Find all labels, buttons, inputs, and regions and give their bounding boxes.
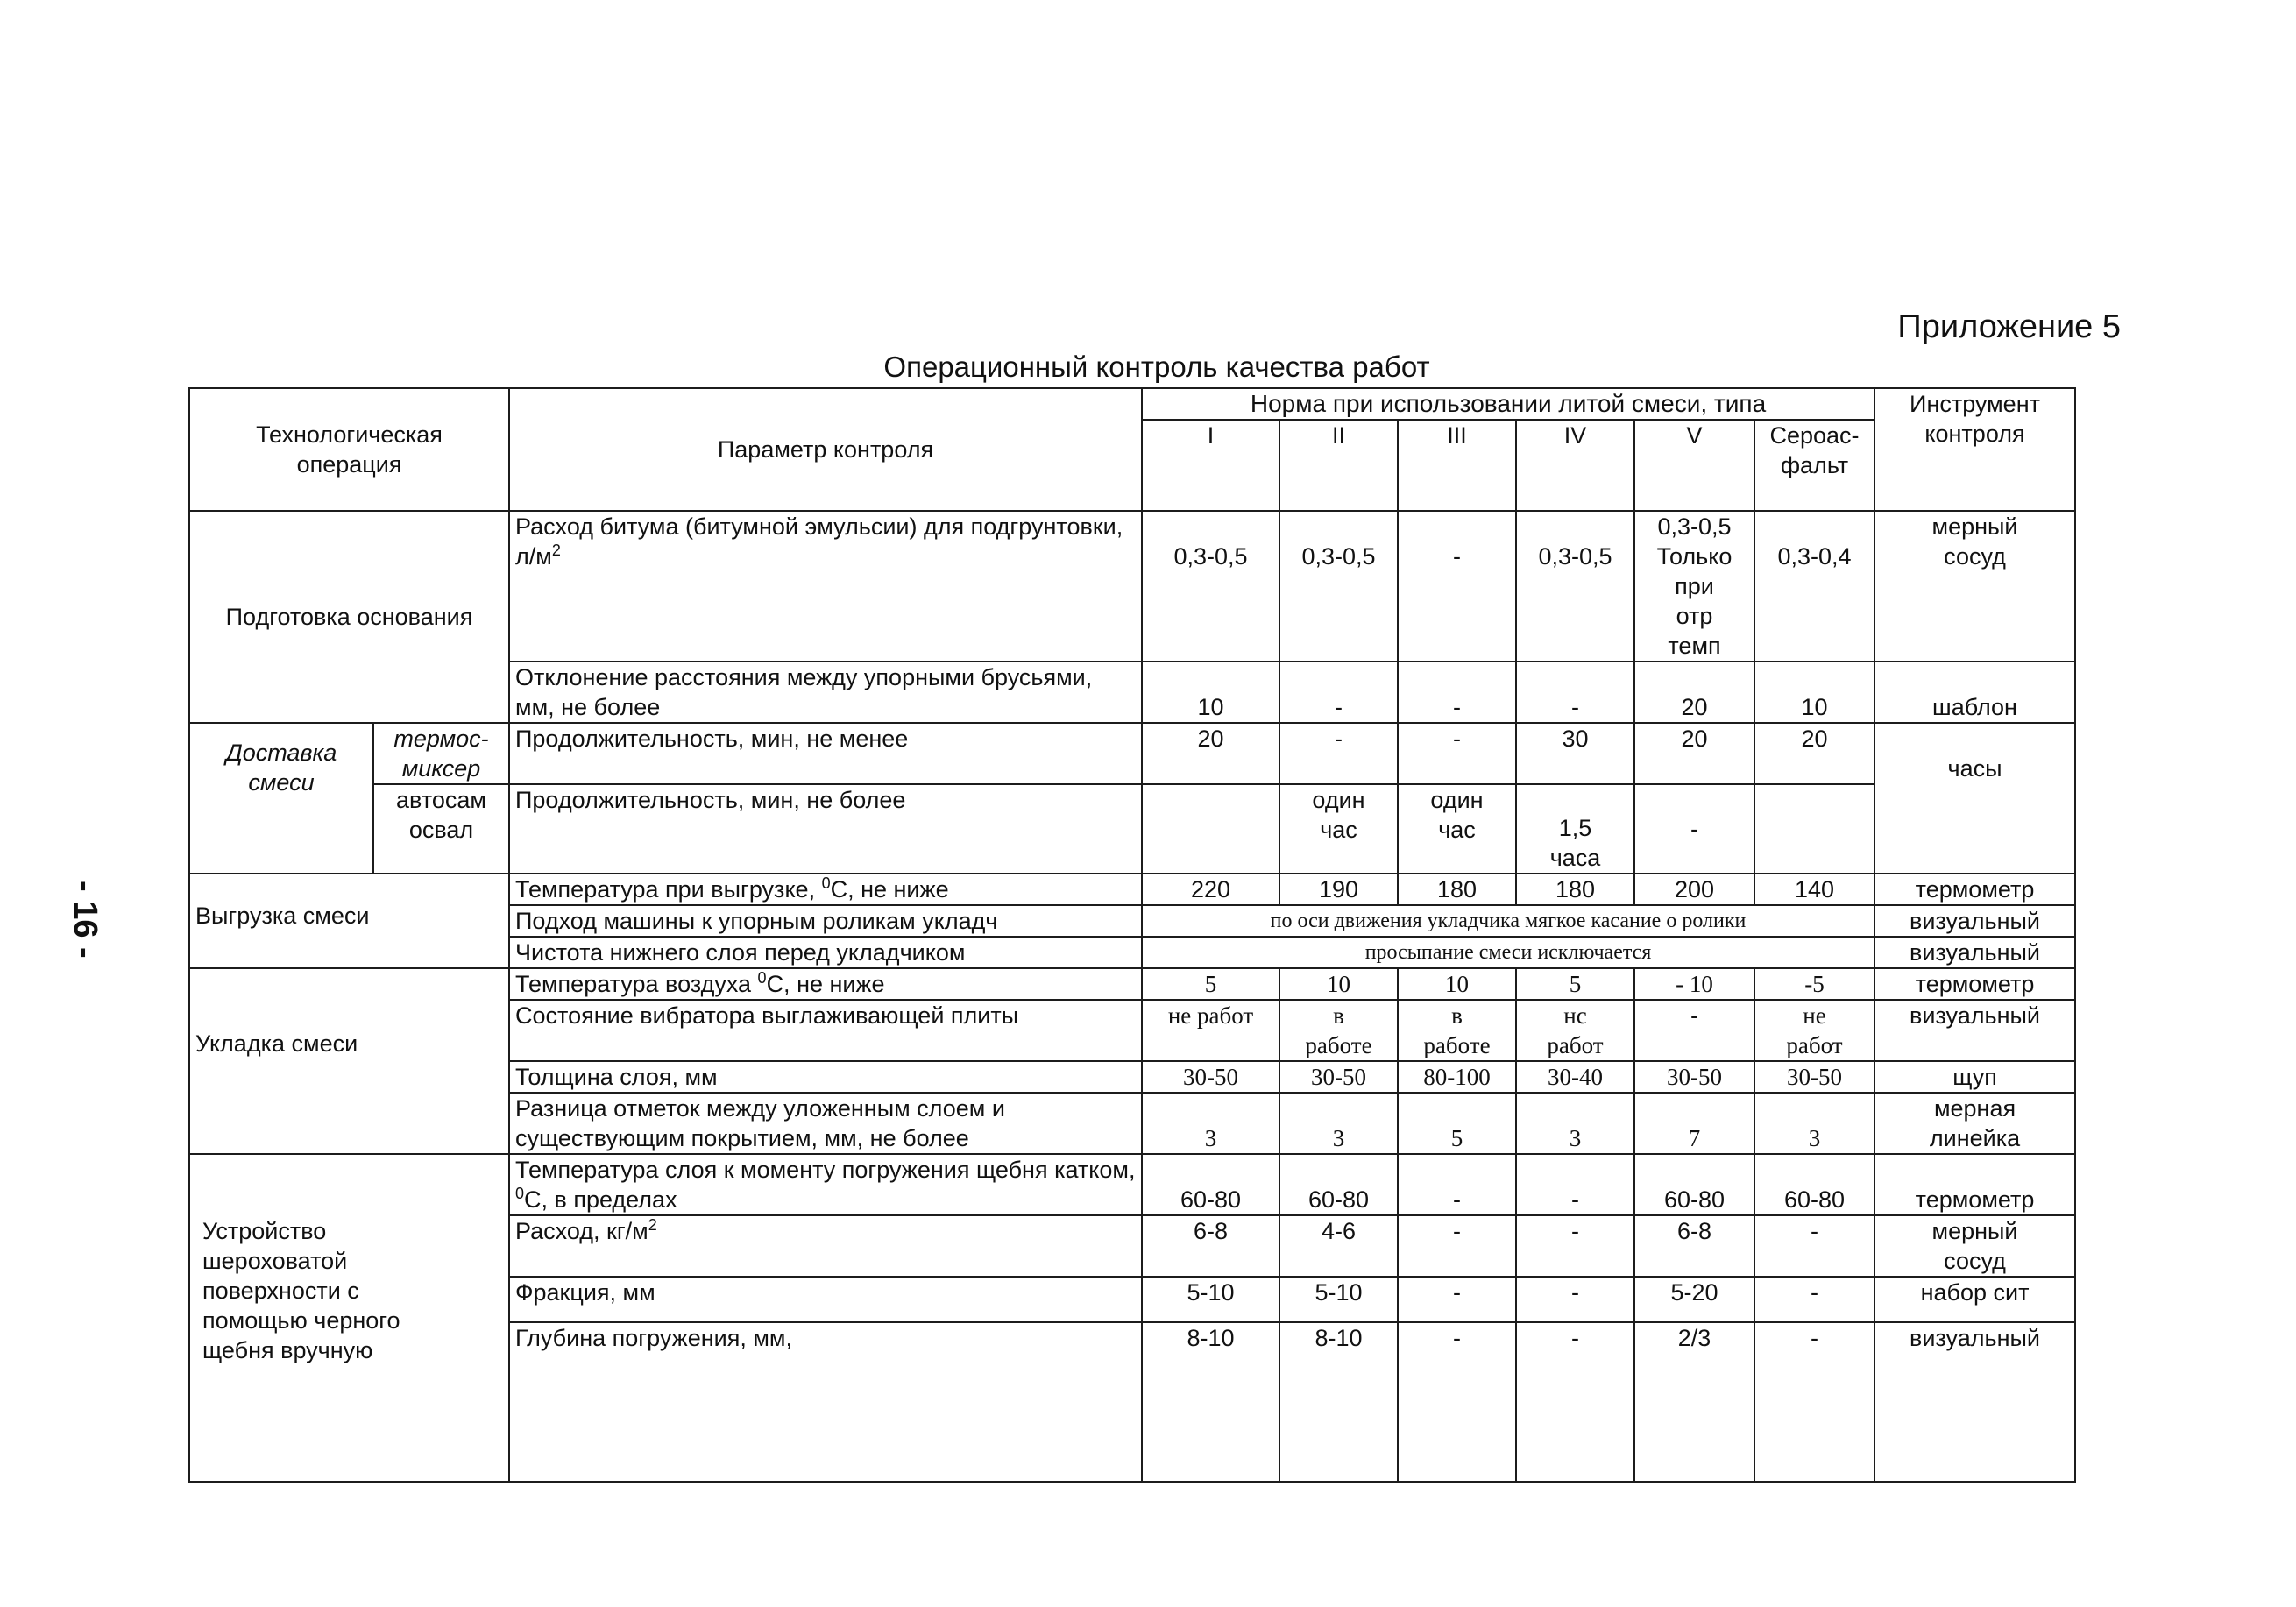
value-cell: - [1516, 1322, 1634, 1482]
value-cell: 0,3-0,5 Только при отр темп [1634, 511, 1754, 662]
param-cell: Состояние вибратора выглаживающей плиты [509, 1000, 1142, 1061]
value-cell: 20 [1634, 723, 1754, 784]
value-cell: 0,3-0,5 [1516, 511, 1634, 662]
value-cell: 3 [1279, 1093, 1398, 1154]
value-cell: - [1516, 1277, 1634, 1322]
type-ii: II [1279, 420, 1398, 511]
tool-cell: шаблон [1874, 662, 2075, 723]
tool-cell: визуальный [1874, 905, 2075, 937]
value-cell: - [1754, 1215, 1874, 1277]
param-cell: Толщина слоя, мм [509, 1061, 1142, 1093]
quality-control-table [188, 387, 2076, 1483]
table-row [189, 723, 2075, 784]
value-cell: - [1398, 1277, 1516, 1322]
value-cell [1142, 784, 1279, 874]
value-cell: - [1398, 511, 1516, 662]
tool-cell: мерная линейка [1874, 1093, 2075, 1154]
tool-cell: визуальный [1874, 1322, 2075, 1482]
merged-norm-cell: просыпание смеси исключается [1142, 937, 1874, 968]
param-cell: Продолжительность, мин, не менее [509, 723, 1142, 784]
value-cell: 30-50 [1754, 1061, 1874, 1093]
tool-cell: термометр [1874, 874, 2075, 905]
header-row [189, 388, 2075, 420]
tool-cell: термометр [1874, 1154, 2075, 1215]
value-cell: - [1279, 662, 1398, 723]
value-cell: 1,5 часа [1516, 784, 1634, 874]
tool-cell: мерный сосуд [1874, 511, 2075, 662]
value-cell: - [1398, 662, 1516, 723]
value-cell [1754, 784, 1874, 874]
tool-cell: набор сит [1874, 1277, 2075, 1322]
value-cell: - [1516, 1154, 1634, 1215]
value-cell: 0,3-0,5 [1142, 511, 1279, 662]
param-cell: Температура при выгрузке, $^0$С, не ниже [509, 874, 1142, 905]
document-title: Операционный контроль качества работ [883, 350, 1430, 383]
value-cell: - [1634, 1000, 1754, 1061]
value-cell: 2/3 [1634, 1322, 1754, 1482]
table-row [189, 1154, 2075, 1215]
page-number: - 16 - [67, 881, 103, 959]
tool-cell: часы [1874, 723, 2075, 874]
value-cell: 5-10 [1142, 1277, 1279, 1322]
value-cell: 8-10 [1279, 1322, 1398, 1482]
param-cell: Температура слоя к моменту погружения щебня катком, $^0$С, в пределах [509, 1154, 1142, 1215]
tool-cell: визуальный [1874, 1000, 2075, 1061]
appendix-label: Приложение 5 [1897, 308, 2121, 345]
tool-cell: визуальный [1874, 937, 2075, 968]
value-cell: 20 [1634, 662, 1754, 723]
tool-cell: мерный сосуд [1874, 1215, 2075, 1277]
table-row [189, 968, 2075, 1000]
value-cell: 220 [1142, 874, 1279, 905]
value-cell: 60-80 [1754, 1154, 1874, 1215]
param-cell: Продолжительность, мин, не более [509, 784, 1142, 874]
value-cell: - 10 [1634, 968, 1754, 1000]
value-cell: 6-8 [1634, 1215, 1754, 1277]
section-laying: Укладка смеси [189, 968, 509, 1154]
param-cell: Глубина погружения, мм, [509, 1322, 1142, 1482]
value-cell: - [1516, 1215, 1634, 1277]
value-cell: 20 [1142, 723, 1279, 784]
value-cell: 180 [1516, 874, 1634, 905]
value-cell: 30-50 [1279, 1061, 1398, 1093]
value-cell: 10 [1398, 968, 1516, 1000]
value-cell: 30-40 [1516, 1061, 1634, 1093]
header-operation: Технологическая операция [189, 388, 509, 511]
table-row [189, 784, 2075, 874]
value-cell: - [1398, 1322, 1516, 1482]
value-cell: - [1754, 1277, 1874, 1322]
value-cell: - [1279, 723, 1398, 784]
value-cell: 60-80 [1634, 1154, 1754, 1215]
value-cell: 30-50 [1634, 1061, 1754, 1093]
delivery-thermo-mixer: термос- миксер [373, 723, 509, 784]
value-cell: 190 [1279, 874, 1398, 905]
value-cell: 6-8 [1142, 1215, 1279, 1277]
value-cell: - [1398, 1154, 1516, 1215]
value-cell: 80-100 [1398, 1061, 1516, 1093]
value-cell: - [1398, 1215, 1516, 1277]
param-cell: Расход, $кг/м^2$ [509, 1215, 1142, 1277]
value-cell: - [1398, 723, 1516, 784]
section-rough-surface: Устройство шероховатой поверхности с помощью черного щебня вручную [189, 1154, 509, 1482]
header-tool: Инструмент контроля [1874, 388, 2075, 511]
value-cell: 60-80 [1142, 1154, 1279, 1215]
table-row [189, 874, 2075, 905]
value-cell: не работ [1142, 1000, 1279, 1061]
value-cell: один час [1398, 784, 1516, 874]
value-cell: - [1634, 784, 1754, 874]
value-cell: 180 [1398, 874, 1516, 905]
value-cell: 5-20 [1634, 1277, 1754, 1322]
type-asphalt: Сероас- фальт [1754, 420, 1874, 511]
param-cell: Чистота нижнего слоя перед укладчиком [509, 937, 1142, 968]
value-cell: в работе [1279, 1000, 1398, 1061]
value-cell: 200 [1634, 874, 1754, 905]
type-i: I [1142, 420, 1279, 511]
value-cell: 140 [1754, 874, 1874, 905]
param-cell: Отклонение расстояния между упорными брусьями, мм, не более [509, 662, 1142, 723]
value-cell: 20 [1754, 723, 1874, 784]
value-cell: не работ [1754, 1000, 1874, 1061]
tool-cell: щуп [1874, 1061, 2075, 1093]
param-cell: Температура воздуха $^0$С, не ниже [509, 968, 1142, 1000]
header-parameter: Параметр контроля [509, 388, 1142, 511]
value-cell: 8-10 [1142, 1322, 1279, 1482]
param-cell: Разница отметок между уложенным слоем и существующим покрытием, мм, не более [509, 1093, 1142, 1154]
value-cell: нс работ [1516, 1000, 1634, 1061]
type-v: V [1634, 420, 1754, 511]
value-cell: 5 [1398, 1093, 1516, 1154]
value-cell: 30 [1516, 723, 1634, 784]
value-cell: 3 [1516, 1093, 1634, 1154]
type-iv: IV [1516, 420, 1634, 511]
param-cell: Расход битума (битумной эмульсии) для подгрунтовки, $л/м^2$ [509, 511, 1142, 662]
section-delivery: Доставка смеси [189, 723, 373, 874]
delivery-dump-truck: автосам освал [373, 784, 509, 874]
value-cell: 10 [1142, 662, 1279, 723]
value-cell: 5 [1516, 968, 1634, 1000]
header-norm: Норма при использовании литой смеси, типа [1142, 388, 1874, 420]
value-cell: в работе [1398, 1000, 1516, 1061]
section-unload: Выгрузка смеси [189, 874, 509, 968]
value-cell: 60-80 [1279, 1154, 1398, 1215]
tool-cell: термометр [1874, 968, 2075, 1000]
table-row [189, 511, 2075, 662]
value-cell: 3 [1142, 1093, 1279, 1154]
merged-norm-cell: по оси движения укладчика мягкое касание о ролики [1142, 905, 1874, 937]
value-cell: 30-50 [1142, 1061, 1279, 1093]
value-cell: один час [1279, 784, 1398, 874]
value-cell: 10 [1754, 662, 1874, 723]
value-cell: -5 [1754, 968, 1874, 1000]
param-cell: Фракция, мм [509, 1277, 1142, 1322]
section-prep: Подготовка основания [189, 511, 509, 723]
value-cell: 7 [1634, 1093, 1754, 1154]
value-cell: 5 [1142, 968, 1279, 1000]
value-cell: 0,3-0,5 [1279, 511, 1398, 662]
value-cell: 5-10 [1279, 1277, 1398, 1322]
value-cell: 10 [1279, 968, 1398, 1000]
value-cell: 0,3-0,4 [1754, 511, 1874, 662]
value-cell: - [1754, 1322, 1874, 1482]
value-cell: 4-6 [1279, 1215, 1398, 1277]
param-cell: Подход машины к упорным роликам укладч [509, 905, 1142, 937]
type-iii: III [1398, 420, 1516, 511]
value-cell: 3 [1754, 1093, 1874, 1154]
value-cell: - [1516, 662, 1634, 723]
